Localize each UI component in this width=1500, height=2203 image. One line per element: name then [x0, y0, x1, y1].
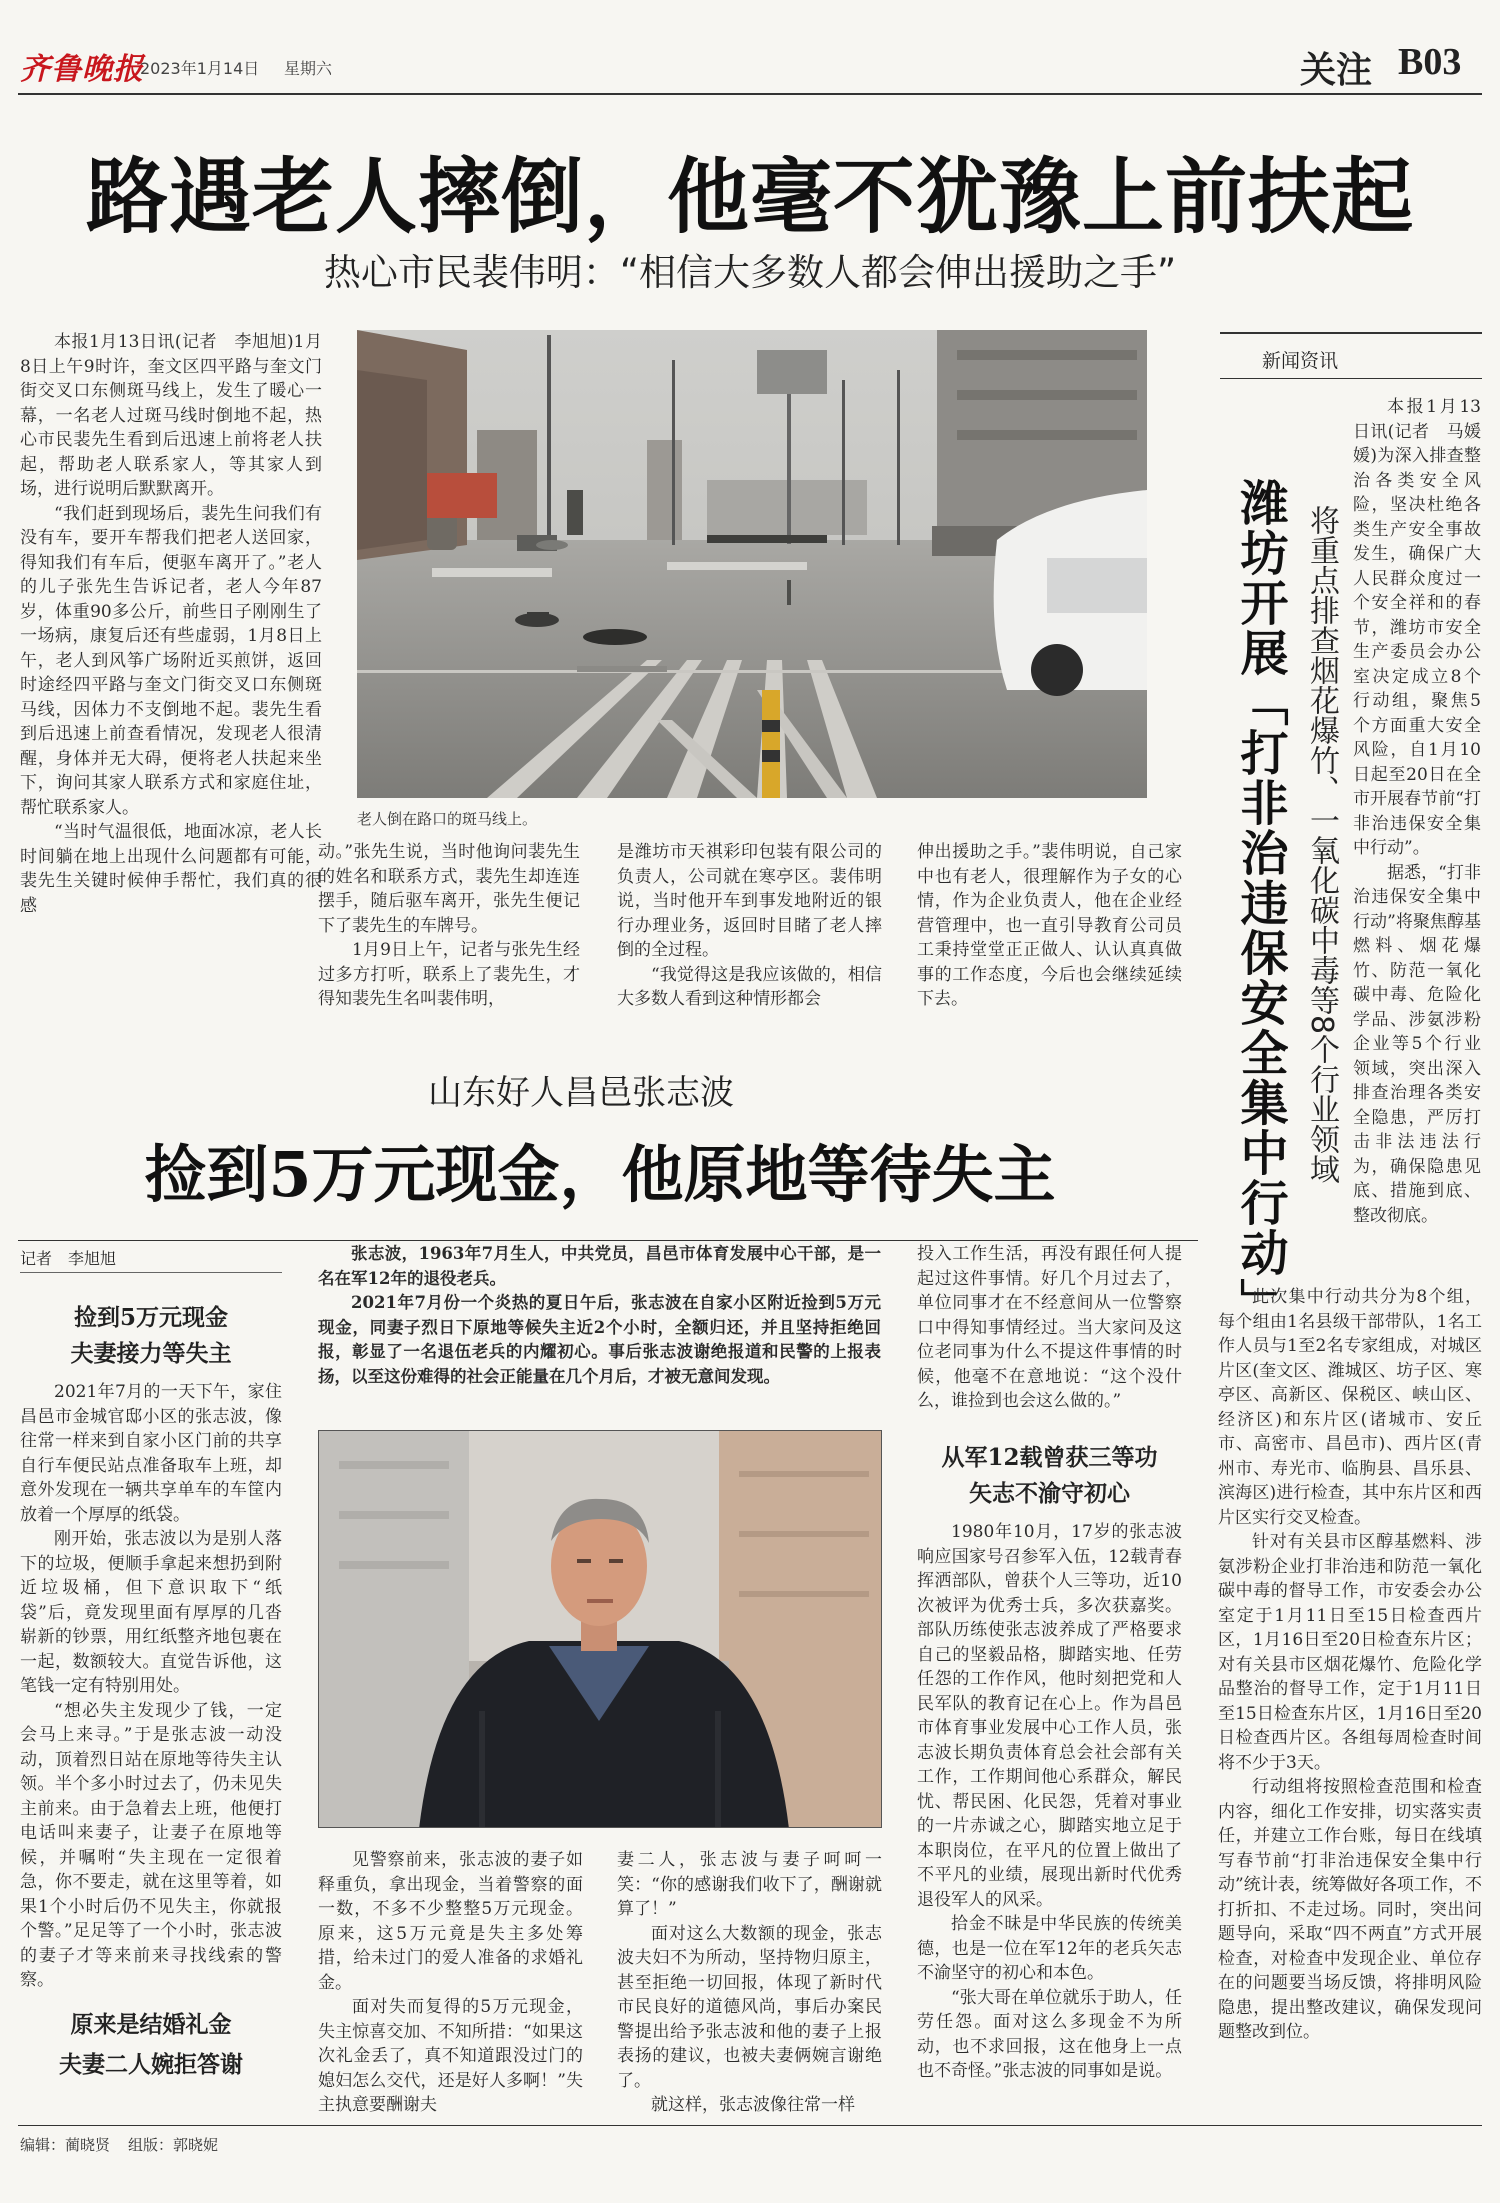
story1-column-2	[318, 840, 580, 1012]
footer-layout: 组版：郭晓妮	[128, 2136, 219, 2154]
masthead-logo: 齐鲁晚报	[20, 52, 144, 87]
story1-subheadline: 热心市民裴伟明：“相信大多数人都会伸出援助之手”	[323, 251, 1177, 294]
paragraph: 本报1月13日讯(记者 马媛媛)为深入排查整治各类安全风险，坚决杜绝各类生产安全事故发生，确保广大人民群众度过一个安全祥和的春节，潍坊市安全生产委员会办公室决定成立8个行动组，聚焦5个方面重大安全风险，自1月10日起至20日在全市开展春节前“打非治违保安全集中行动”。	[1353, 397, 1481, 858]
story2-rule	[18, 1240, 1198, 1241]
story1-headline: 路遇老人摔倒，他毫不犹豫上前扶起	[85, 149, 1414, 245]
paragraph: 伸出援助之手。”裴伟明说，自己家中也有老人，很理解作为子女的心情，作为企业负责人，他在企业经营管理中，也一直引导教育公司员工秉持堂堂正正做人、认认真真做事的工作态度，今后也会继续延续下去。	[917, 842, 1182, 1009]
portrait-image	[319, 1431, 882, 1828]
footer-editor: 编辑：蔺晓贤	[20, 2136, 111, 2154]
paragraph: 本报1月13日讯(记者 李旭旭)1月8日上午9时许，奎文区四平路与奎文门街交叉口东侧斑马线上，发生了暖心一幕，一名老人过斑马线时倒地不起，热心市民裴先生看到后迅速上前将老人扶起，帮助老人联系家人，等其家人到场，进行说明后默默离开。	[20, 332, 322, 499]
story1-column-4	[917, 840, 1182, 1012]
story2-kicker: 山东好人昌邑张志波	[428, 1073, 734, 1113]
paragraph: “我觉得这是我应该做的，相信大多数人看到这种情形都会	[617, 964, 882, 1009]
story2-subhead-3	[917, 1440, 1182, 1512]
sidebar-headline: 潍坊开展「打非治违保安全集中行动」	[1232, 478, 1288, 1328]
sidebar-top-rule	[1220, 332, 1482, 334]
sidebar-wide-column	[1218, 1285, 1482, 2045]
paragraph: 妻二人，张志波与妻子呵呵一笑：“你的感谢我们收下了，酬谢就算了！”	[617, 1850, 882, 1919]
story2-headline: 捡到5万元现金，他原地等待失主	[144, 1138, 1056, 1211]
paragraph: 动。”张先生说，当时他询问裴先生的姓名和联系方式，裴先生却连连摆手，随后驱车离开，张先生便记下了裴先生的车牌号。	[318, 842, 580, 936]
subhead-line: 夫妻接力等失主	[70, 1340, 232, 1367]
paragraph: 面对这么大数额的现金，张志波夫妇不为所动，坚持物归原主，甚至拒绝一切回报，体现了新时代市民良好的道德风尚，事后办案民警提出给予张志波和他的妻子上报表扬的建议，也被夫妻俩婉言谢绝了。	[617, 1923, 882, 2091]
story2-column-1	[20, 1380, 282, 1993]
paragraph: 刚开始，张志波以为是别人落下的垃圾，便顺手拿起来想扔到附近垃圾桶，但下意识取下“纸袋”后，竟发现里面有厚厚的几沓崭新的钞票，用红纸整齐地包裹在一起，数额较大。直觉告诉他，这笔钱一定有特别用处。	[20, 1529, 282, 1696]
story2-column-4-top	[917, 1242, 1182, 1414]
paragraph: 拾金不昧是中华民族的传统美德，也是一位在军12年的老兵矢志不渝坚守的初心和本色。	[917, 1914, 1182, 1983]
sidebar-subheadline: 将重点排查烟花爆竹、一氧化碳中毒等8个行业领域	[1304, 505, 1339, 1185]
paragraph: 就这样，张志波像往常一样	[651, 2095, 855, 2115]
sidebar-label-rule	[1220, 378, 1482, 379]
paragraph: “当时气温很低，地面冰凉，老人长时间躺在地上出现什么问题都有可能，裴先生关键时候伸手帮忙，我们真的很感	[20, 822, 322, 916]
street-scene-image	[357, 330, 1147, 798]
paragraph: 1月9日上午，记者与张先生经过多方打听，联系上了裴先生，才得知裴先生名叫裴伟明，	[318, 940, 580, 1009]
story1-column-3	[617, 840, 882, 1012]
subhead-line: 捡到5万元现金	[73, 1304, 228, 1331]
subhead-line: 夫妻二人婉拒答谢	[59, 2051, 243, 2078]
story2-column-4-bottom	[917, 1520, 1182, 2084]
story1-photo-caption: 老人倒在路口的斑马线上。	[357, 810, 538, 828]
sidebar-narrow-column	[1353, 395, 1481, 1228]
paragraph: 此次集中行动共分为8个组，每个组由1名县级干部带队，1名工作人员与1至2名专家组成，对城区片区(奎文区、潍城区、坊子区、寒亭区、高新区、保税区、峡山区、经济区)和东片区(诸城市、安丘市、高密市、昌邑市)、西片区(青州市、寿光市、临朐县、昌乐县、滨海区)进行检查，其中东片区和西片区实行交叉检查。	[1218, 1287, 1482, 1528]
story2-byline: 记者 李旭旭	[20, 1249, 117, 1268]
subhead-line: 从军12载曾获三等功	[941, 1444, 1158, 1471]
paragraph: “想必失主发现少了钱，一定会马上来寻。”于是张志波一动没动，顶着烈日站在原地等待失主认领。半个多小时过去了，仍未见失主前来。由于急着去上班，他便打电话叫来妻子，让妻子在原地等候，并嘱咐“失主现在一定很着急，你不要走，就在这里等着，如果1个小时后仍不见失主，你就报个警。”足足等了一个小时，张志波的妻子才等来前来寻找线索的警察。	[20, 1700, 282, 1990]
section-name: 关注	[1300, 49, 1373, 91]
sidebar-label: 新闻资讯	[1262, 350, 1339, 372]
paragraph: 行动组将按照检查范围和检查内容，细化工作安排，切实落实责任，并建立工作台账，每日在线填写春节前“打非治违保安全集中行动”统计表，统筹做好各项工作，不打折扣、不走过场。同时，突出问题导向，采取“四不两直”方式开展检查，对检查中发现企业、单位存在的问题要当场反馈，将排明风险隐患，提出整改建议，确保发现问题整改到位。	[1218, 1777, 1482, 2042]
story1-column-1	[20, 330, 322, 918]
story2-lead	[318, 1242, 881, 1389]
paragraph: 投入工作生活，再没有跟任何人提起过这件事情。好几个月过去了，单位同事才在不经意间从一位警察口中得知事情经过。当大家问及这位老同事为什么不提这件事情的时候，他毫不在意地说：“这个没什么，谁捡到也会这么做的。”	[917, 1244, 1182, 1411]
byline-rule	[20, 1272, 282, 1273]
lead-paragraph: 2021年7月份一个炎热的夏日午后，张志波在自家小区附近捡到5万元现金，同妻子烈日下原地等候失主近2个小时，全额归还，并且坚持拒绝回报，彰显了一名退伍老兵的内耀初心。事后张志波谢绝报道和民警的上报表扬，以至这份难得的社会正能量在几个月后，才被无意间发现。	[318, 1293, 881, 1386]
paragraph: “张大哥在单位就乐于助人，任劳任怨。面对这么多现金不为所动，也不求回报，这在他身上一点也不奇怪。”张志波的同事如是说。	[917, 1987, 1182, 2081]
issue-weekday: 星期六	[284, 59, 333, 78]
page-number: B03	[1398, 41, 1462, 83]
paragraph: 1980年10月，17岁的张志波响应国家号召参军入伍，12载青春挥洒部队，曾获个人三等功，近10次被评为优秀士兵，多次获嘉奖。部队历练使张志波养成了严格要求自己的坚毅品格，脚踏实地、任劳任怨的工作作风，他时刻把党和人民军队的教育记在心上。作为昌邑市体育事业发展中心工作人员，张志波长期负责体育总会社会部有关工作，工作期间他心系群众，解民忧、帮民困、化民怨，凭着对事业的一片赤诚之心，脚踏实地立足于本职岗位，在平凡的位置上做出了不平凡的业绩，展现出新时代优秀退役军人的风采。	[917, 1522, 1182, 1910]
footer-rule	[18, 2125, 1482, 2126]
lead-paragraph: 张志波，1963年7月生人，中共党员，昌邑市体育发展中心干部，是一名在军12年的退役老兵。	[318, 1244, 881, 1288]
paragraph: 面对失而复得的5万元现金，失主惊喜交加、不知所措：“如果这次礼金丢了，真不知道跟没过门的媳妇怎么交代，还是好人多啊！”失主执意要酬谢夫	[318, 1997, 583, 2115]
paragraph: “我们赶到现场后，裴先生问我们有没有车，要开车帮我们把老人送回家，得知我们有车后，便驱车离开了。”老人的儿子张先生告诉记者，老人今年87岁，体重90多公斤，前些日子刚刚生了一场病，康复后还有些虚弱，1月8日上午，老人到风筝广场附近买煎饼，返回时途经四平路与奎文门街交叉口东侧斑马线，因体力不支倒地不起。裴先生看到后迅速上前查看情况，发现老人很清醒，身体并无大碍，便将老人扶起来坐下，询问其家人联系方式和家庭住址，帮忙联系家人。	[20, 503, 322, 818]
story2-column-3	[617, 1848, 882, 2118]
paragraph: 2021年7月的一天下午，家住昌邑市金城官邸小区的张志波，像往常一样来到自家小区门前的共享自行车便民站点准备取车上班，却意外发现在一辆共享单车的车筐内放着一个厚厚的纸袋。	[20, 1382, 282, 1525]
paragraph: 是潍坊市天祺彩印包装有限公司的负责人，公司就在寒亭区。裴伟明说，当时他开车到事发地附近的银行办理业务，返回时目睹了老人摔倒的全过程。	[617, 842, 882, 960]
issue-date: 2023年1月14日	[140, 59, 260, 78]
story2-column-2	[318, 1848, 583, 2118]
header-rule	[18, 93, 1482, 95]
paragraph: 针对有关县市区醇基燃料、涉氨涉粉企业打非治违和防范一氧化碳中毒的督导工作，市安委会办公室定于1月11日至15日检查西片区，1月16日至20日检查东片区；对有关县市区烟花爆竹、危险化学品整治的督导工作，定于1月11日至15日检查东片区，1月16日至20日检查西片区。各组每周检查时间将不少于3天。	[1218, 1532, 1482, 1773]
story2-portrait-photo	[318, 1430, 882, 1828]
story1-photo	[357, 330, 1147, 798]
story2-subhead-2	[20, 2005, 282, 2085]
story2-subhead-1	[20, 1300, 282, 1372]
paragraph: 见警察前来，张志波的妻子如释重负，拿出现金，当着警察的面一数，不多不少整整5万元现金。原来，这5万元竟是失主多处筹措，给未过门的爱人准备的求婚礼金。	[318, 1850, 583, 1993]
subhead-line: 矢志不渝守初心	[969, 1480, 1130, 1507]
subhead-line: 原来是结婚礼金	[70, 2011, 232, 2038]
paragraph: 据悉，“打非治违保安全集中行动”将聚焦醇基燃料、烟花爆竹、防范一氧化碳中毒、危险化学品、涉氨涉粉企业等5个行业领域，突出深入排查治理各类安全隐患，严厉打击非法违法行为，确保隐患见底、措施到底、整改彻底。	[1353, 862, 1481, 1226]
